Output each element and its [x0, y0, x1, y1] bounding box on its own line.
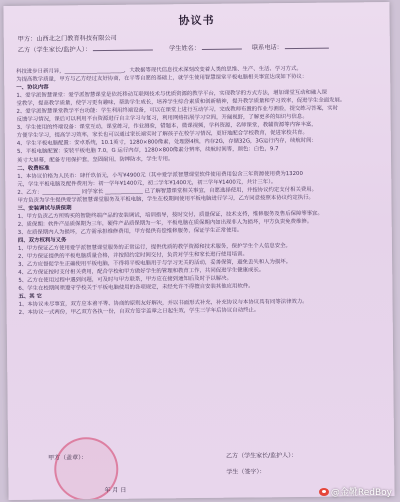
document-title: 协议书 [178, 13, 215, 28]
body-line: 1、爱学派智慧课堂：爱学派智慧课堂是依托移动互联网技术与优质资源的教学平台，实现教学的方式方法，增加课堂互动和融入课 [16, 89, 328, 100]
body-line: 3、在质保期内人为损坏，乙方需承担维修费用，甲方提供有偿维修服务，保证学生正常使用。 [17, 227, 243, 236]
body-line: 1、甲方负责乙方所购买的智能终端产品的安装调试，培训指导，按时交付，质量保证，技术支持，维修服务及售后保障等事宜。 [17, 210, 323, 220]
section-heading: 三、安装调试与质保期 [17, 205, 72, 212]
agreement-body [16, 64, 383, 317]
body-line: 堂教学，提高教学质量，使学习更有趣味，帮助学生成长，培养学生综合素质和创新精神，提升教学质量和学习效率，促进学生全面发展。 [16, 97, 346, 108]
body-line: 1、本协议价格为人民币：肆仟玖佰元，小写¥4900元（其中爱学派智慧课堂软件使用费用包含三年资源使用费为13200 [17, 170, 303, 180]
body-line: 5、乙方在使用过程中遇到问题，可及时与甲方联系，甲方应在接到通知后及时予以解决。 [18, 275, 232, 285]
body-line: 2、质保期：软件产品质保期为三年，硬件产品质保期为一年，平板电脑在质保期内如出现非人为损坏，甲方负责免费维修。 [17, 218, 313, 228]
party-b-line [18, 44, 329, 55]
body-line: 1、本协议未尽事宜，双方应本着平等、协商的原则友好解决，并以书面形式补充，补充协议与本协议具有同等法律效力。 [18, 299, 308, 309]
body-line: 6、学生在校期间须遵守学校关于平板电脑使用的各项规定，未经允许不得擅自安装其他应用软件。 [18, 283, 254, 293]
section-heading: 五、其 它 [18, 293, 42, 301]
body-line: 4、学生平板电脑配置：安卓系统，10.1英寸，1280×800像素，处理器4核，内存2G，存储32G，3G运行内存，续航时间： [16, 138, 317, 148]
weibo-icon [319, 488, 329, 496]
body-line: 甲方负责为学生提供爱学派智慧课堂服务及平板电脑，学生在校期间使用平板电脑进行学习，乙方同意按照本协议约定执行。 [17, 194, 314, 204]
signature-date-a: 年 月 日 [104, 486, 127, 495]
body-line: 英寸大屏幕，配备专用保护套，坚固耐用，防摔防水，学生专用。 [17, 155, 174, 164]
party-b-blank [93, 49, 153, 51]
signature-student: 学生（签字）： [226, 468, 266, 476]
body-line: 为提高教学质量，甲方与乙方经过友好协商，在平等自愿的基础上，就学生使用智慧课堂平板电脑相关事宜达成如下协议： [16, 73, 308, 83]
body-line: 4、乙方保证按时支付相关费用，配合学校和甲方做好学生的管理和教育工作，共同促进学生健康成长。 [18, 267, 265, 277]
section-heading: 一、协议内容 [16, 84, 49, 91]
body-line: 2、本协议一式两份，甲乙双方各执一份，自双方签字盖章之日起生效，学生三学年后协议自动终止。 [18, 307, 260, 317]
student-name-label: 学生姓名： [169, 44, 201, 53]
party-a-line [18, 35, 117, 44]
party-a-text: 甲方：山西北之门教育科技有限公司 [17, 34, 117, 43]
body-line: 方便学生学习，提高学习效率，家长也可以通过家长端实时了解孩子在校学习情况，更好地配合学校教育，促进家校共育。 [16, 130, 308, 140]
body-line: 反馈学习情况，课后可以利用平台资源进行自主学习与复习，利用网络拓展学习空间，开阔视野，了解更多的知识与信息。 [16, 114, 308, 124]
body-line: 2、乙方：______________ 同学家长 ______________ 已了解智慧课堂相关事宜，自愿选择使用，并按协议约定支付相关费用。 [17, 186, 318, 196]
body-line: 3、学生使用的终端设备：课堂互动，课堂练习，作业测验，错题本，微课视频，学科资源，名师课堂，教辅资源等内容丰富， [16, 122, 317, 132]
phone-blank [285, 48, 329, 49]
signature-party-a: 甲方（盖章）： [48, 454, 88, 462]
body-line: 2、甲方保证提供的平板电脑质量合格，并按照约定时间交付，负责对学生和家长进行使用培训。 [18, 251, 248, 260]
weibo-watermark [319, 485, 392, 498]
body-line: 元，学生平板电脑及配件费用为：初一学年¥1400元，初二学年¥1400元，初三学年¥1400元，共计三年）。 [17, 178, 277, 188]
body-line: 5、平板电脑配置：安装平板电脑 7.0，G 运行内存，1280×800像素分辨率，续航时间等，颜色：白色，9.7 [16, 146, 279, 156]
body-line: 3、乙方应督促学生正确使用平板电脑，不得将平板电脑用于与学习无关的活动，妥善保管，避免丢失和人为损坏。 [18, 259, 292, 269]
phone-label: 联系电话： [251, 44, 283, 52]
watermark-text: @金靴RedBoy [330, 488, 392, 498]
student-name-blank [202, 49, 242, 50]
section-heading: 四、双方权利与义务 [17, 237, 67, 244]
body-line: 1、甲方保证乙方使用爱学派智慧课堂服务的正常运行，提供优质的教学资源和技术服务，保护学生个人信息安全。 [17, 243, 291, 252]
agreement-document [3, 2, 394, 500]
signature-party-b: 乙方（学生家长/监护人）： [226, 451, 298, 460]
section-heading: 二、收费标准 [17, 165, 50, 172]
body-line: 科技进步日新月异，______________________，大数据等现代信息技术深刻改变着人类的思维、生产、生活、学习方式。 [16, 65, 302, 75]
party-b-text: 乙方（学生家长/监护人）： [17, 46, 92, 54]
body-line: 2、爱学派智慧课堂教学平台功能：学生利用终端设备，可以在课堂上进行互动学习，完成教师布置的作业与测验，提交练习答案，实时 [16, 105, 339, 116]
